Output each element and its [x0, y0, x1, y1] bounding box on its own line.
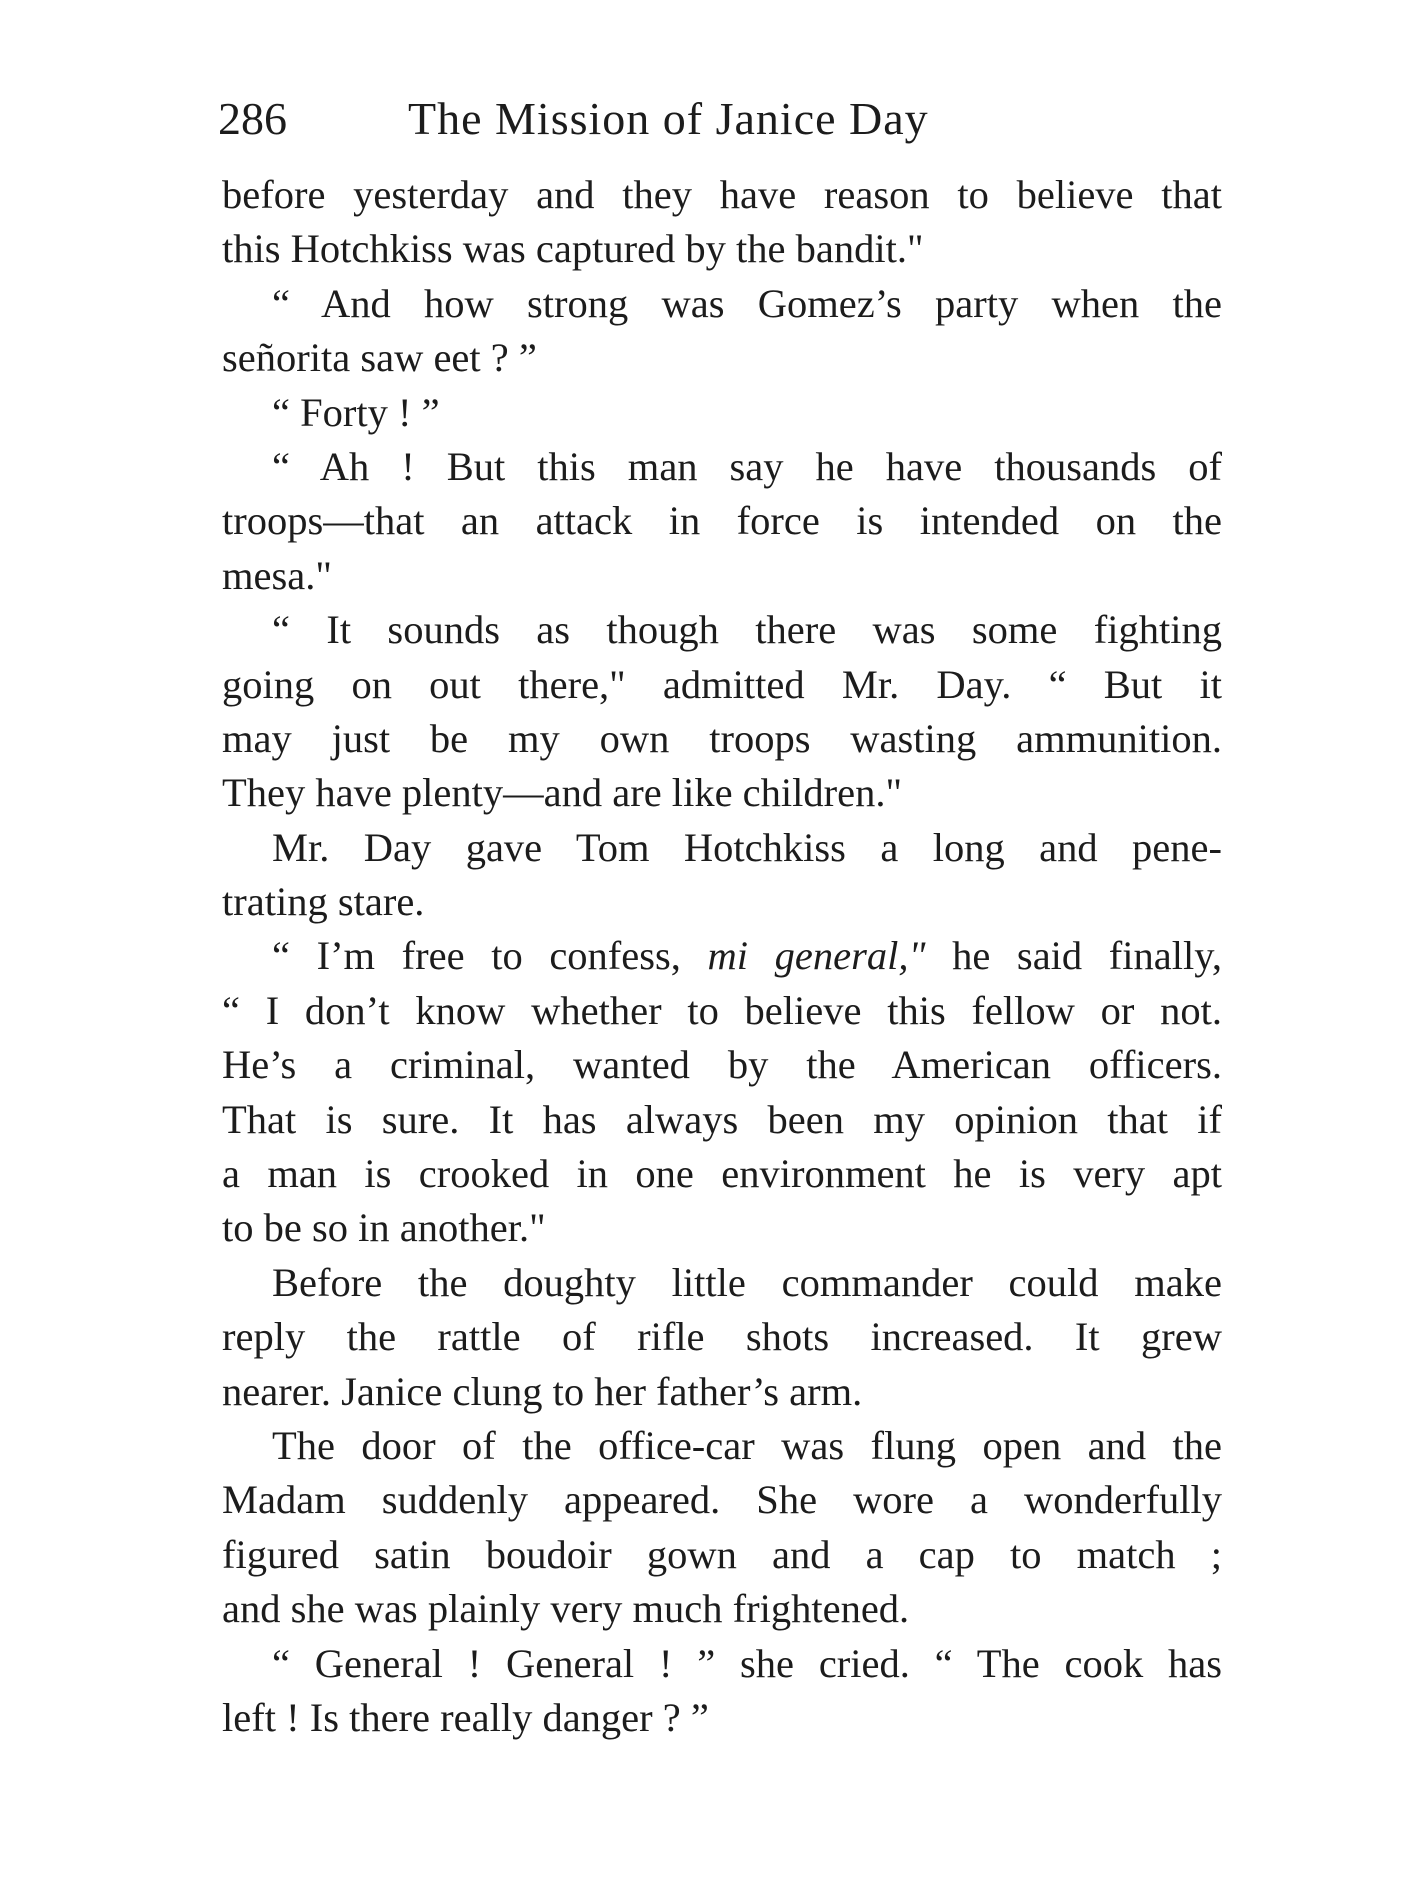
- text-line: trating stare.: [222, 879, 425, 925]
- running-title: The Mission of Janice Day: [408, 93, 929, 144]
- text-line: going on out there," admitted Mr. Day. “ But it: [222, 661, 1222, 707]
- text-line: mesa.": [222, 552, 332, 598]
- text-line: before yesterday and they have reason to believe that: [222, 172, 1222, 217]
- text-line: figured satin boudoir gown and a cap to match ;: [222, 1531, 1222, 1577]
- text-line: “ General ! General ! ” she cried. “ The cook has: [272, 1640, 1222, 1686]
- text-line: reply the rattle of rifle shots increased. It grew: [222, 1314, 1222, 1360]
- body-text: [222, 168, 1222, 1745]
- text-line: “ I don’t know whether to believe this fellow or not.: [222, 987, 1222, 1033]
- text-line: nearer. Janice clung to her father’s arm.: [222, 1368, 863, 1414]
- text-line: They have plenty—and are like children.": [222, 770, 903, 816]
- text-line: a man is crooked in one environment he is very apt: [222, 1151, 1222, 1197]
- text-segment: he said finally,: [925, 933, 1222, 979]
- text-line: “ Ah ! But this man say he have thousands of: [272, 443, 1222, 489]
- text-line: That is sure. It has always been my opinion that if: [222, 1096, 1222, 1142]
- text-line: to be so in another.": [222, 1205, 546, 1251]
- page-number: 286: [218, 93, 287, 144]
- text-line: “ Forty ! ”: [272, 389, 440, 435]
- text-line: Before the doughty little commander could make: [272, 1259, 1222, 1305]
- text-line: “ And how strong was Gomez’s party when the: [272, 280, 1222, 326]
- text-line: [222, 929, 1222, 983]
- text-line: left ! Is there really danger ? ”: [222, 1694, 709, 1740]
- text-line: may just be my own troops wasting ammunition.: [222, 715, 1222, 761]
- text-line: Madam suddenly appeared. She wore a wonderfully: [222, 1477, 1222, 1523]
- text-line: and she was plainly very much frightened.: [222, 1586, 910, 1632]
- text-line: Mr. Day gave Tom Hotchkiss a long and pene-: [272, 824, 1222, 870]
- page-header: [218, 88, 1218, 150]
- text-line: The door of the office-car was flung open and the: [272, 1422, 1222, 1468]
- text-line: señorita saw eet ? ”: [222, 335, 537, 381]
- text-segment: “ I’m free to confess,: [272, 933, 708, 979]
- text-line: troops—that an attack in force is intended on the: [222, 498, 1222, 544]
- text-line: “ It sounds as though there was some fighting: [272, 607, 1222, 653]
- text-line: He’s a criminal, wanted by the American officers.: [222, 1042, 1222, 1088]
- text-line: this Hotchkiss was captured by the bandit.": [222, 226, 924, 272]
- italic-segment: mi general,": [707, 933, 926, 979]
